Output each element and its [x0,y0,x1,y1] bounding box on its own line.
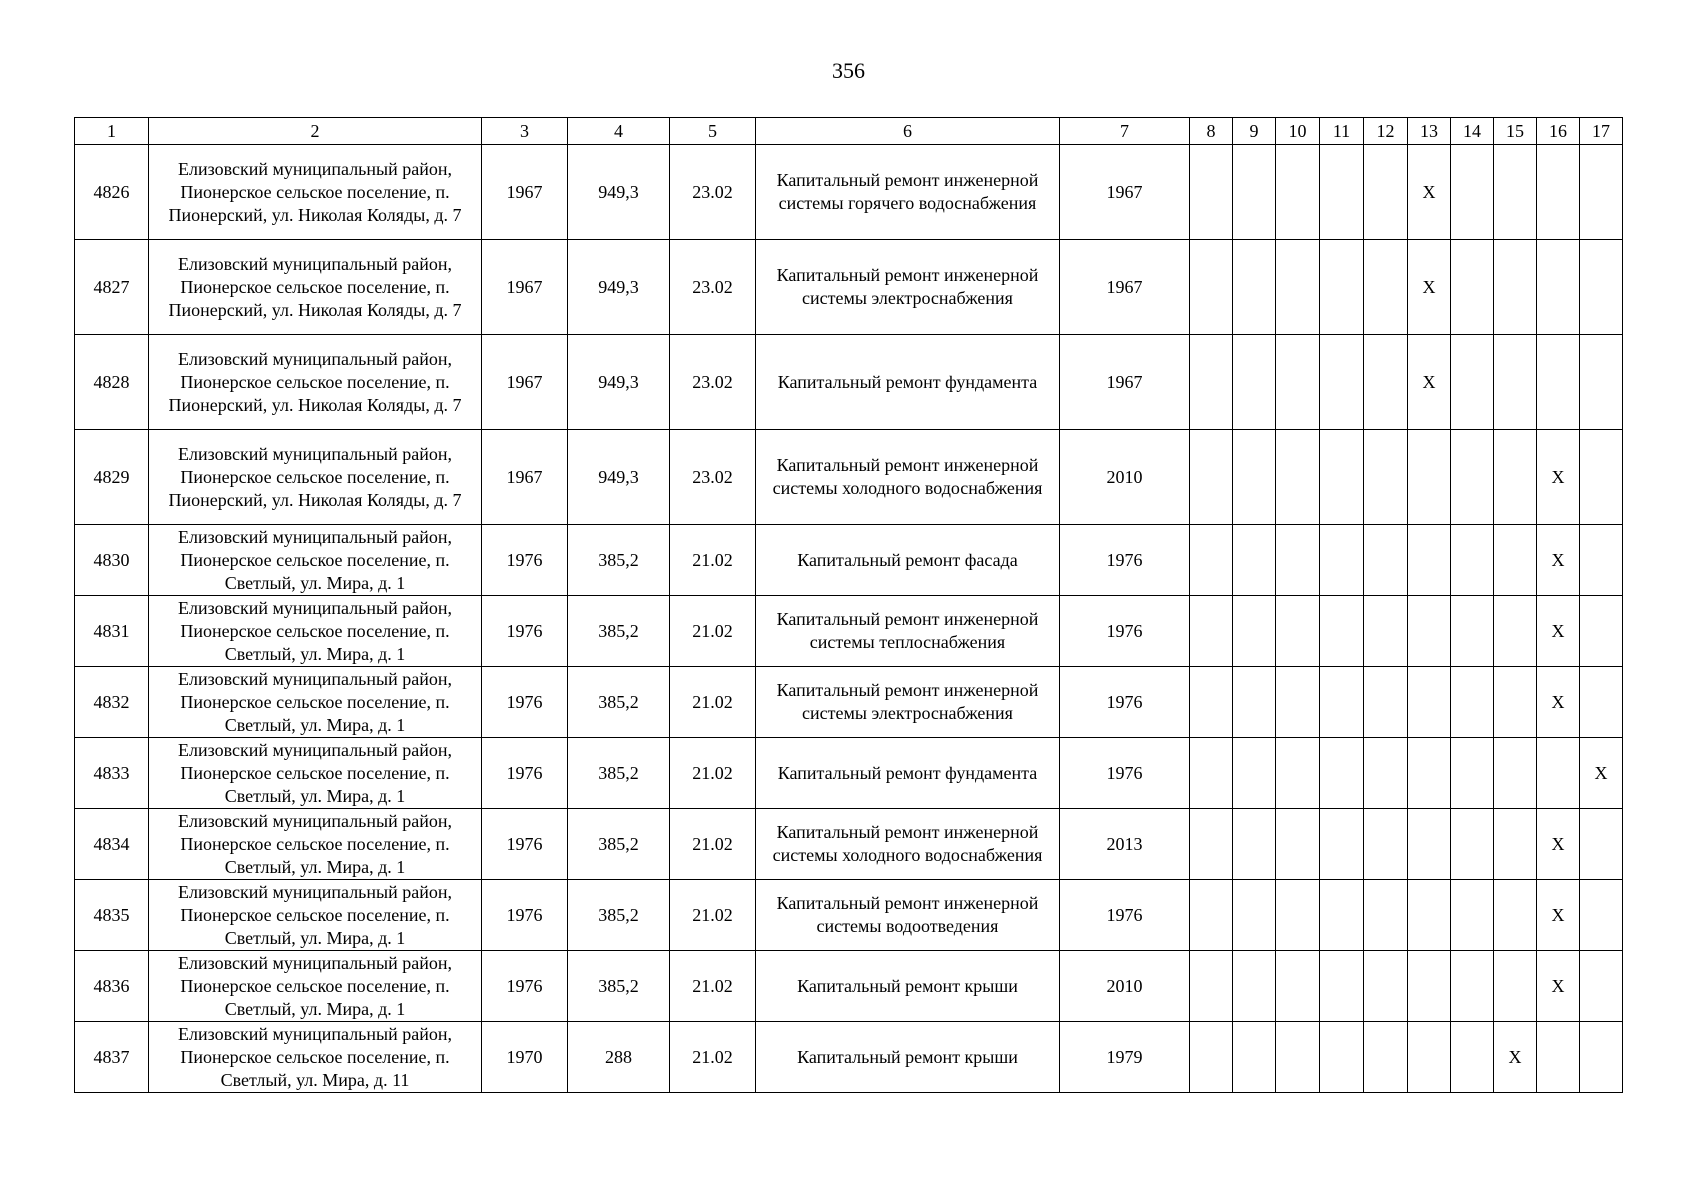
period-mark-cell [1190,145,1233,240]
period-mark-cell [1364,145,1408,240]
construction-year-cell: 1967 [482,240,568,335]
period-mark-cell [1320,335,1364,430]
period-mark-cell: X [1537,809,1580,880]
period-mark-cell [1408,951,1451,1022]
period-mark-cell: X [1494,1022,1537,1093]
period-mark-cell [1233,430,1276,525]
column-number: 7 [1060,118,1190,145]
table-row [75,596,1623,667]
period-mark-cell [1494,596,1537,667]
period-mark-cell [1408,525,1451,596]
period-mark-cell [1364,596,1408,667]
column-number: 16 [1537,118,1580,145]
period-mark-cell: X [1408,145,1451,240]
period-mark-cell [1494,525,1537,596]
period-mark-cell: X [1537,667,1580,738]
repair-type-cell: Капитальный ремонт инженерной системы теплоснабжения [756,596,1060,667]
period-mark-cell [1408,667,1451,738]
period-mark-cell [1451,145,1494,240]
table-row [75,1022,1623,1093]
last-repair-year-cell: 1967 [1060,335,1190,430]
period-mark-cell [1364,667,1408,738]
area-cell: 949,3 [568,240,670,335]
period-mark-cell: X [1408,335,1451,430]
code-cell: 23.02 [670,240,756,335]
construction-year-cell: 1976 [482,951,568,1022]
column-number: 6 [756,118,1060,145]
period-mark-cell [1233,951,1276,1022]
code-cell: 21.02 [670,738,756,809]
construction-year-cell: 1967 [482,430,568,525]
period-mark-cell [1276,738,1320,809]
period-mark-cell: X [1408,240,1451,335]
period-mark-cell [1580,335,1623,430]
period-mark-cell [1364,240,1408,335]
page-number: 356 [832,58,865,83]
construction-year-cell: 1967 [482,145,568,240]
period-mark-cell [1276,880,1320,951]
address-cell: Елизовский муниципальный район, Пионерское сельское поселение, п. Светлый, ул. Мира, д. 1 [149,596,482,667]
area-cell: 288 [568,1022,670,1093]
period-mark-cell [1233,525,1276,596]
table-row [75,738,1623,809]
period-mark-cell [1537,1022,1580,1093]
table-row [75,525,1623,596]
column-number-row [75,118,1623,145]
record-number-cell: 4836 [75,951,149,1022]
period-mark-cell: X [1537,951,1580,1022]
period-mark-cell [1364,809,1408,880]
table-row [75,951,1623,1022]
period-mark-cell [1408,880,1451,951]
period-mark-cell [1320,880,1364,951]
period-mark-cell [1494,951,1537,1022]
repair-type-cell: Капитальный ремонт инженерной системы холодного водоснабжения [756,430,1060,525]
period-mark-cell [1190,738,1233,809]
last-repair-year-cell: 1976 [1060,596,1190,667]
address-cell: Елизовский муниципальный район, Пионерское сельское поселение, п. Пионерский, ул. Николая Коляды, д. 7 [149,240,482,335]
record-number-cell: 4833 [75,738,149,809]
record-number-cell: 4829 [75,430,149,525]
code-cell: 23.02 [670,335,756,430]
period-mark-cell [1451,1022,1494,1093]
period-mark-cell [1320,430,1364,525]
last-repair-year-cell: 1976 [1060,738,1190,809]
period-mark-cell [1233,145,1276,240]
period-mark-cell [1408,738,1451,809]
period-mark-cell [1451,240,1494,335]
period-mark-cell [1494,738,1537,809]
column-number: 3 [482,118,568,145]
column-number: 17 [1580,118,1623,145]
period-mark-cell [1580,240,1623,335]
period-mark-cell [1320,738,1364,809]
column-number: 5 [670,118,756,145]
construction-year-cell: 1976 [482,596,568,667]
period-mark-cell [1451,430,1494,525]
column-number: 12 [1364,118,1408,145]
period-mark-cell [1451,951,1494,1022]
address-cell: Елизовский муниципальный район, Пионерское сельское поселение, п. Светлый, ул. Мира, д. 1 [149,525,482,596]
period-mark-cell [1276,335,1320,430]
period-mark-cell: X [1537,880,1580,951]
period-mark-cell [1494,809,1537,880]
code-cell: 21.02 [670,525,756,596]
period-mark-cell: X [1537,525,1580,596]
table-body [75,118,1623,1093]
period-mark-cell [1190,525,1233,596]
period-mark-cell [1494,430,1537,525]
construction-year-cell: 1976 [482,880,568,951]
record-number-cell: 4830 [75,525,149,596]
period-mark-cell: X [1537,430,1580,525]
code-cell: 23.02 [670,430,756,525]
record-number-cell: 4837 [75,1022,149,1093]
address-cell: Елизовский муниципальный район, Пионерское сельское поселение, п. Светлый, ул. Мира, д. 1 [149,809,482,880]
table-row [75,335,1623,430]
period-mark-cell [1276,240,1320,335]
period-mark-cell [1190,430,1233,525]
period-mark-cell [1190,951,1233,1022]
repair-type-cell: Капитальный ремонт инженерной системы холодного водоснабжения [756,809,1060,880]
period-mark-cell [1451,525,1494,596]
period-mark-cell [1190,809,1233,880]
period-mark-cell [1276,596,1320,667]
period-mark-cell: X [1537,596,1580,667]
construction-year-cell: 1976 [482,667,568,738]
period-mark-cell [1276,430,1320,525]
period-mark-cell [1451,738,1494,809]
address-cell: Елизовский муниципальный район, Пионерское сельское поселение, п. Светлый, ул. Мира, д. 11 [149,1022,482,1093]
area-cell: 385,2 [568,951,670,1022]
record-number-cell: 4827 [75,240,149,335]
capital-repair-table [74,117,1623,1093]
period-mark-cell [1233,738,1276,809]
period-mark-cell [1537,335,1580,430]
period-mark-cell [1276,809,1320,880]
period-mark-cell [1320,525,1364,596]
period-mark-cell [1233,667,1276,738]
period-mark-cell [1580,430,1623,525]
period-mark-cell [1364,335,1408,430]
period-mark-cell [1320,667,1364,738]
period-mark-cell: X [1580,738,1623,809]
period-mark-cell [1364,738,1408,809]
code-cell: 21.02 [670,951,756,1022]
area-cell: 949,3 [568,335,670,430]
period-mark-cell [1190,240,1233,335]
period-mark-cell [1494,335,1537,430]
record-number-cell: 4826 [75,145,149,240]
period-mark-cell [1276,667,1320,738]
address-cell: Елизовский муниципальный район, Пионерское сельское поселение, п. Светлый, ул. Мира, д. 1 [149,951,482,1022]
table-row [75,240,1623,335]
construction-year-cell: 1976 [482,525,568,596]
column-number: 8 [1190,118,1233,145]
last-repair-year-cell: 1979 [1060,1022,1190,1093]
repair-type-cell: Капитальный ремонт инженерной системы электроснабжения [756,240,1060,335]
column-number: 15 [1494,118,1537,145]
last-repair-year-cell: 2010 [1060,430,1190,525]
period-mark-cell [1408,430,1451,525]
column-number: 10 [1276,118,1320,145]
period-mark-cell [1408,596,1451,667]
period-mark-cell [1364,951,1408,1022]
period-mark-cell [1233,240,1276,335]
area-cell: 949,3 [568,145,670,240]
area-cell: 385,2 [568,738,670,809]
period-mark-cell [1233,1022,1276,1093]
code-cell: 21.02 [670,667,756,738]
period-mark-cell [1320,145,1364,240]
record-number-cell: 4831 [75,596,149,667]
table-row [75,145,1623,240]
construction-year-cell: 1976 [482,738,568,809]
area-cell: 949,3 [568,430,670,525]
period-mark-cell [1276,1022,1320,1093]
period-mark-cell [1580,880,1623,951]
code-cell: 21.02 [670,596,756,667]
repair-type-cell: Капитальный ремонт крыши [756,951,1060,1022]
period-mark-cell [1190,335,1233,430]
repair-type-cell: Капитальный ремонт инженерной системы электроснабжения [756,667,1060,738]
table-row [75,667,1623,738]
last-repair-year-cell: 2013 [1060,809,1190,880]
period-mark-cell [1408,809,1451,880]
period-mark-cell [1364,525,1408,596]
period-mark-cell [1494,145,1537,240]
table-row [75,430,1623,525]
period-mark-cell [1276,525,1320,596]
address-cell: Елизовский муниципальный район, Пионерское сельское поселение, п. Светлый, ул. Мира, д. 1 [149,667,482,738]
period-mark-cell [1580,809,1623,880]
period-mark-cell [1580,145,1623,240]
code-cell: 21.02 [670,880,756,951]
period-mark-cell [1276,951,1320,1022]
column-number: 14 [1451,118,1494,145]
code-cell: 23.02 [670,145,756,240]
period-mark-cell [1233,809,1276,880]
area-cell: 385,2 [568,809,670,880]
period-mark-cell [1451,809,1494,880]
record-number-cell: 4832 [75,667,149,738]
repair-type-cell: Капитальный ремонт фундамента [756,335,1060,430]
last-repair-year-cell: 1976 [1060,525,1190,596]
period-mark-cell [1190,1022,1233,1093]
address-cell: Елизовский муниципальный район, Пионерское сельское поселение, п. Пионерский, ул. Николая Коляды, д. 7 [149,335,482,430]
record-number-cell: 4834 [75,809,149,880]
last-repair-year-cell: 1967 [1060,240,1190,335]
repair-type-cell: Капитальный ремонт фасада [756,525,1060,596]
column-number: 13 [1408,118,1451,145]
period-mark-cell [1451,596,1494,667]
last-repair-year-cell: 1976 [1060,667,1190,738]
period-mark-cell [1320,1022,1364,1093]
repair-type-cell: Капитальный ремонт фундамента [756,738,1060,809]
area-cell: 385,2 [568,667,670,738]
last-repair-year-cell: 1976 [1060,880,1190,951]
period-mark-cell [1537,145,1580,240]
column-number: 9 [1233,118,1276,145]
address-cell: Елизовский муниципальный район, Пионерское сельское поселение, п. Пионерский, ул. Николая Коляды, д. 7 [149,145,482,240]
period-mark-cell [1494,880,1537,951]
area-cell: 385,2 [568,525,670,596]
repair-type-cell: Капитальный ремонт инженерной системы горячего водоснабжения [756,145,1060,240]
period-mark-cell [1364,880,1408,951]
address-cell: Елизовский муниципальный район, Пионерское сельское поселение, п. Пионерский, ул. Николая Коляды, д. 7 [149,430,482,525]
area-cell: 385,2 [568,880,670,951]
period-mark-cell [1537,738,1580,809]
period-mark-cell [1580,596,1623,667]
last-repair-year-cell: 1967 [1060,145,1190,240]
period-mark-cell [1233,596,1276,667]
period-mark-cell [1408,1022,1451,1093]
period-mark-cell [1494,667,1537,738]
period-mark-cell [1537,240,1580,335]
record-number-cell: 4835 [75,880,149,951]
period-mark-cell [1364,430,1408,525]
construction-year-cell: 1967 [482,335,568,430]
record-number-cell: 4828 [75,335,149,430]
code-cell: 21.02 [670,1022,756,1093]
repair-type-cell: Капитальный ремонт крыши [756,1022,1060,1093]
construction-year-cell: 1976 [482,809,568,880]
column-number: 4 [568,118,670,145]
period-mark-cell [1494,240,1537,335]
period-mark-cell [1451,335,1494,430]
period-mark-cell [1233,880,1276,951]
address-cell: Елизовский муниципальный район, Пионерское сельское поселение, п. Светлый, ул. Мира, д. 1 [149,738,482,809]
address-cell: Елизовский муниципальный район, Пионерское сельское поселение, п. Светлый, ул. Мира, д. 1 [149,880,482,951]
period-mark-cell [1364,1022,1408,1093]
column-number: 11 [1320,118,1364,145]
construction-year-cell: 1970 [482,1022,568,1093]
table-row [75,880,1623,951]
period-mark-cell [1276,145,1320,240]
period-mark-cell [1580,1022,1623,1093]
column-number: 1 [75,118,149,145]
period-mark-cell [1190,667,1233,738]
period-mark-cell [1451,667,1494,738]
last-repair-year-cell: 2010 [1060,951,1190,1022]
area-cell: 385,2 [568,596,670,667]
column-number: 2 [149,118,482,145]
period-mark-cell [1190,880,1233,951]
period-mark-cell [1320,809,1364,880]
table-row [75,809,1623,880]
period-mark-cell [1320,596,1364,667]
period-mark-cell [1190,596,1233,667]
period-mark-cell [1580,667,1623,738]
code-cell: 21.02 [670,809,756,880]
period-mark-cell [1320,951,1364,1022]
period-mark-cell [1580,951,1623,1022]
period-mark-cell [1233,335,1276,430]
period-mark-cell [1580,525,1623,596]
repair-type-cell: Капитальный ремонт инженерной системы водоотведения [756,880,1060,951]
period-mark-cell [1320,240,1364,335]
period-mark-cell [1451,880,1494,951]
